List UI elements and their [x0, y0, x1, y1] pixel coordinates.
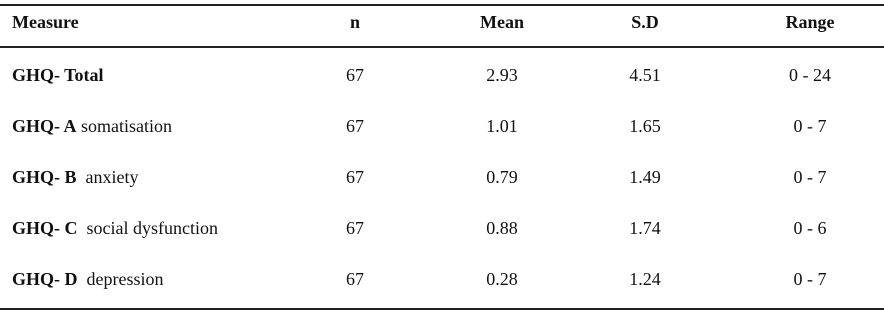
row-mean: 0.88 — [486, 218, 518, 238]
row-label-code: GHQ- B — [12, 167, 77, 187]
row-label-ghq-b — [12, 166, 139, 188]
row-sd: 1.74 — [629, 218, 661, 238]
row-n: 67 — [346, 218, 364, 238]
row-mean: 0.79 — [486, 167, 518, 187]
row-label-text: anxiety — [76, 167, 139, 187]
header-measure: Measure — [12, 12, 79, 32]
row-range: 0 - 7 — [793, 116, 827, 136]
row-mean: 2.93 — [486, 65, 518, 85]
table-bottom-rule — [0, 308, 884, 310]
header-mean: Mean — [480, 12, 524, 32]
table-header-rule — [0, 46, 884, 48]
row-label-code: GHQ- Total — [12, 65, 104, 85]
row-mean: 1.01 — [486, 116, 518, 136]
row-n: 67 — [346, 65, 364, 85]
row-n: 67 — [346, 116, 364, 136]
row-range: 0 - 6 — [793, 218, 827, 238]
row-sd: 1.65 — [629, 116, 661, 136]
row-label-text: somatisation — [76, 116, 173, 136]
row-n: 67 — [346, 269, 364, 289]
row-label-code: GHQ- A — [12, 116, 77, 136]
row-mean: 0.28 — [486, 269, 518, 289]
row-label-code: GHQ- D — [12, 269, 78, 289]
row-range: 0 - 7 — [793, 269, 827, 289]
row-label-text: depression — [77, 269, 164, 289]
row-label-ghq-total — [12, 64, 104, 86]
row-sd: 4.51 — [629, 65, 661, 85]
row-n: 67 — [346, 167, 364, 187]
row-label-ghq-c — [12, 217, 218, 239]
row-label-ghq-a — [12, 115, 172, 137]
row-range: 0 - 24 — [789, 65, 831, 85]
header-range: Range — [785, 12, 835, 32]
header-sd: S.D — [631, 12, 659, 32]
row-range: 0 - 7 — [793, 167, 827, 187]
row-sd: 1.49 — [629, 167, 661, 187]
row-label-text: social dysfunction — [77, 218, 218, 238]
row-sd: 1.24 — [629, 269, 661, 289]
row-label-ghq-d — [12, 268, 163, 290]
header-n: n — [349, 12, 360, 32]
row-label-code: GHQ- C — [12, 218, 78, 238]
table-top-rule — [0, 4, 884, 6]
